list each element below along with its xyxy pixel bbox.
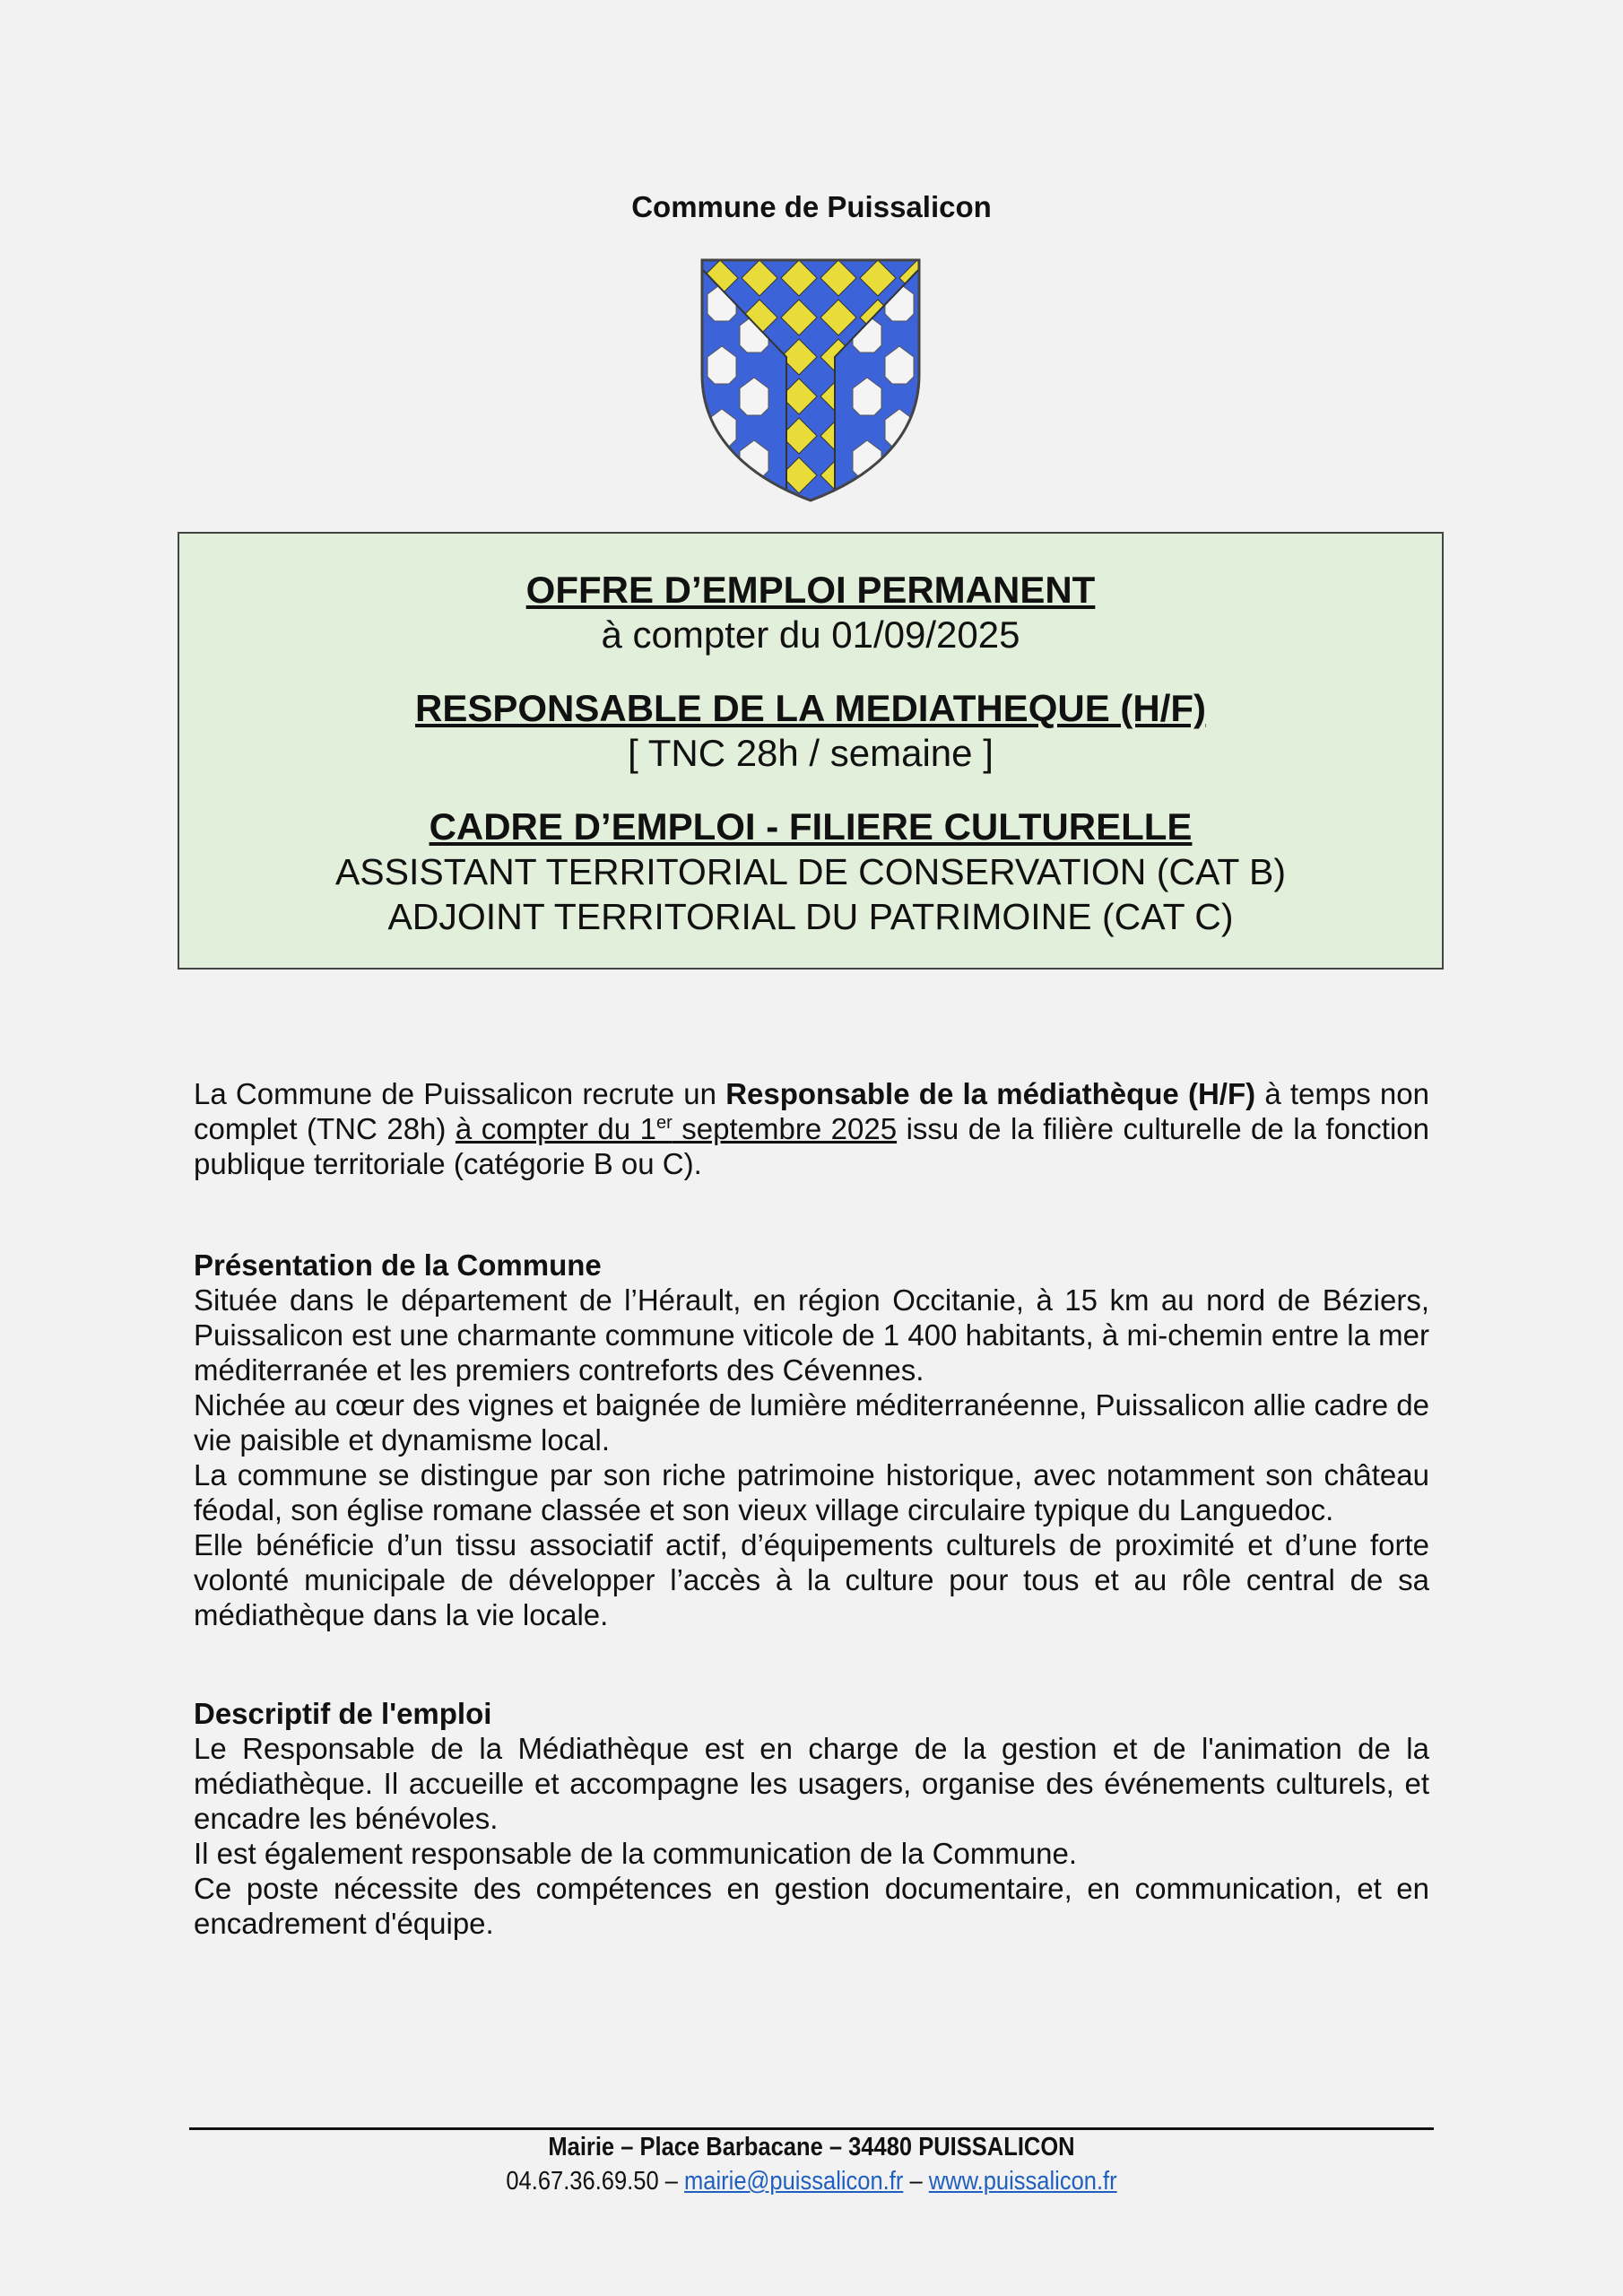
coat-of-arms-icon: [700, 258, 921, 502]
footer-contact: [98, 2167, 1526, 2196]
grade-cat-b: ASSISTANT TERRITORIAL DE CONSERVATION (CAT B): [334, 851, 1287, 892]
employment-framework: CADRE D’EMPLOI - FILIERE CULTURELLE: [429, 805, 1193, 848]
footer-phone: 04.67.36.69.50: [506, 2167, 659, 2196]
separator: –: [658, 2167, 685, 2196]
section-title: Descriptif de l'emploi: [194, 1697, 492, 1730]
intro-text: La Commune de Puissalicon recrute un: [194, 1077, 726, 1110]
offer-start-date: à compter du 01/09/2025: [601, 613, 1020, 656]
email-link[interactable]: mairie@puissalicon.fr: [684, 2167, 904, 2196]
presentation-section: [194, 1248, 1429, 1632]
offer-title: OFFRE D’EMPLOI PERMANENT: [525, 569, 1096, 611]
paragraph: Ce poste nécessite des compétences en gestion documentaire, en communication, et en encadrement d'équipe.: [194, 1872, 1429, 1940]
footer-divider: [189, 2127, 1434, 2130]
position-hours: [ TNC 28h / semaine ]: [628, 732, 994, 774]
section-title: Présentation de la Commune: [194, 1248, 602, 1282]
intro-start-date: à compter du 1er septembre 2025: [455, 1112, 898, 1145]
paragraph: La commune se distingue par son riche patrimoine historique, avec notamment son château féodal, son église romane classée et son vieux village circulaire typique du Languedoc.: [194, 1458, 1429, 1526]
job-description-section: [194, 1696, 1429, 1941]
paragraph: Elle bénéficie d’un tissu associatif actif, d’équipements culturels de proximité et d’une forte volonté municipale de développer l’accès à la culture pour tous et au rôle central de sa médiathèque dans la vie locale.: [194, 1528, 1429, 1631]
intro-text: à temps non complet (TNC 28h): [194, 1077, 1429, 1145]
website-link[interactable]: www.puissalicon.fr: [928, 2167, 1117, 2196]
intro-paragraph: [194, 1076, 1429, 1181]
intro-position-bold: Responsable de la médiathèque (H/F): [725, 1077, 1256, 1110]
paragraph: Nichée au cœur des vignes et baignée de lumière méditerranéenne, Puissalicon allie cadre de vie paisible et dynamisme local.: [194, 1388, 1429, 1457]
footer-address: Mairie – Place Barbacane – 34480 PUISSALICON: [548, 2133, 1075, 2161]
paragraph: Située dans le département de l’Hérault, en région Occitanie, à 15 km au nord de Béziers, Puissalicon est une charmante commune viticole de 1 400 habitants, à mi-chemin entre la mer méditerranée et les premiers contreforts des Cévennes.: [194, 1283, 1429, 1387]
separator: –: [903, 2167, 929, 2196]
job-offer-box: [178, 532, 1444, 970]
position-title: RESPONSABLE DE LA MEDIATHEQUE (H/F): [414, 687, 1207, 729]
grade-cat-c: ADJOINT TERRITORIAL DU PATRIMOINE (CAT C): [387, 896, 1234, 937]
paragraph: Le Responsable de la Médiathèque est en charge de la gestion et de l'animation de la médiathèque. Il accueille et accompagne les usagers, organise des événements culturels, et encadre les bénévoles.: [194, 1732, 1429, 1835]
intro-text: issu de la filière culturelle de la fonction publique territoriale (catégorie B ou C).: [194, 1112, 1429, 1180]
paragraph: Il est également responsable de la communication de la Commune.: [194, 1837, 1078, 1870]
commune-header: Commune de Puissalicon: [631, 190, 992, 223]
